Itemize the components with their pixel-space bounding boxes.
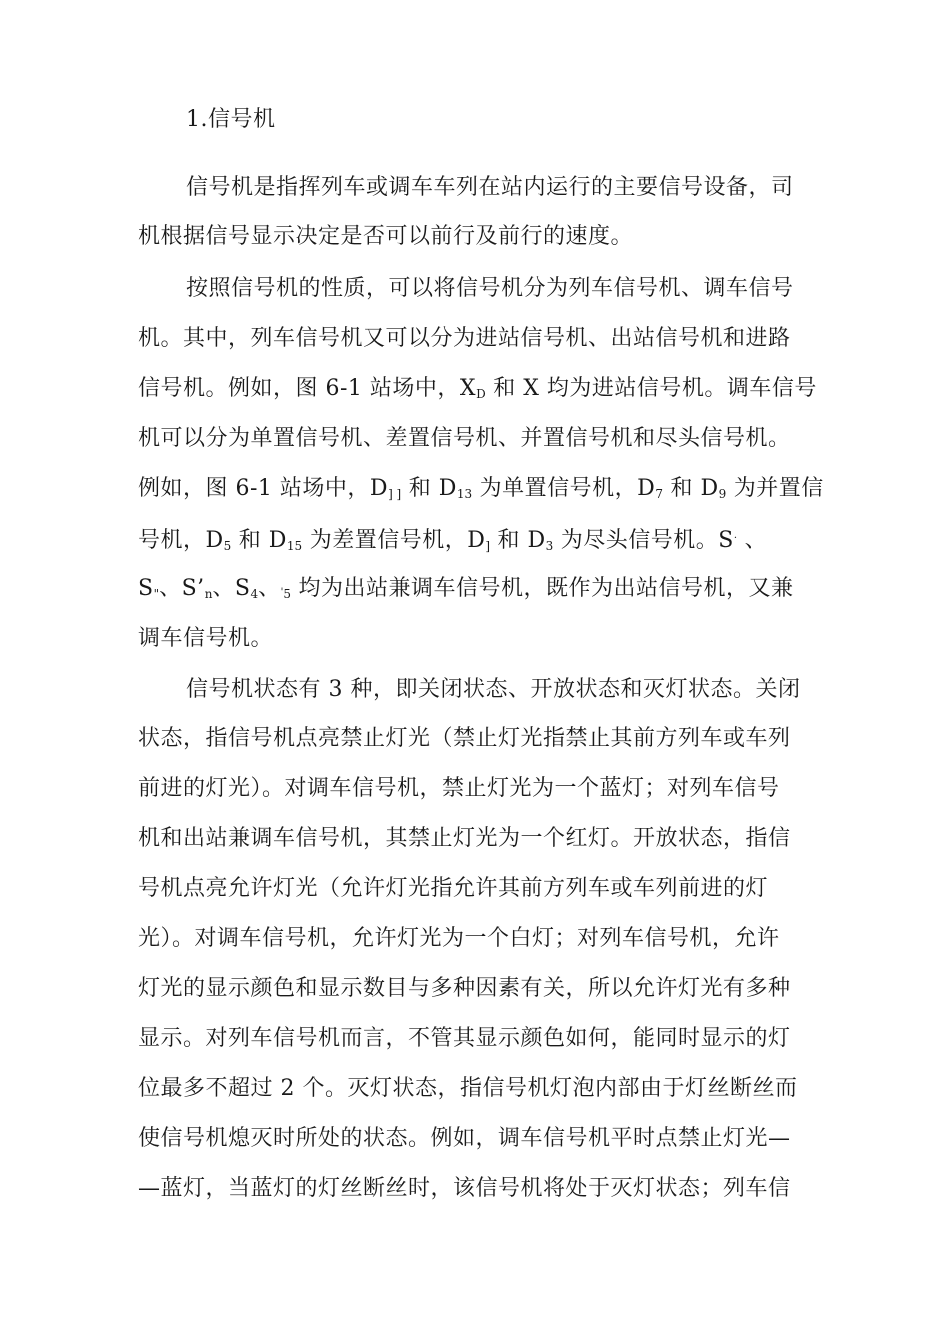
subscript: "	[153, 587, 160, 601]
text-run: 为差置信号机，D	[302, 528, 486, 553]
text-run: 和 D	[231, 528, 287, 553]
p2-line-2: 机。其中，列车信号机又可以分为进站信号机、出站信号机和进路	[138, 326, 791, 351]
p2-line-6	[138, 524, 818, 561]
subscript: ]	[485, 539, 491, 553]
p2-line-8: 调车信号机。	[138, 626, 274, 651]
subscript: D	[476, 387, 486, 401]
text-run: 和 X 均为进站信号机。调车信号	[485, 376, 817, 401]
subscript: 5	[223, 539, 232, 553]
subscript: 5	[283, 587, 292, 601]
text-run: 和 D	[662, 476, 719, 501]
text-run: 、S	[212, 576, 251, 601]
p3-line-10: 使信号机熄灭时所处的状态。例如，调车信号机平时点禁止灯光—	[138, 1126, 791, 1151]
p3-line-1: 信号机状态有 3 种，即关闭状态、开放状态和灭灯状态。关闭	[186, 677, 801, 702]
p2-line-7	[138, 574, 818, 609]
text-run: 和 D	[401, 476, 457, 501]
subscript: 15	[286, 539, 303, 553]
superscript: ·	[733, 533, 738, 544]
p3-line-11: —蓝灯，当蓝灯的灯丝断丝时，该信号机将处于灭灯状态；列车信	[138, 1176, 791, 1201]
text-run: S	[138, 576, 154, 601]
subscript: 7	[655, 487, 663, 501]
text-run: 和 D	[490, 528, 546, 553]
p2-line-3	[138, 374, 818, 409]
text-run: 、S’	[159, 576, 205, 601]
p3-line-8: 显示。对列车信号机而言，不管其显示颜色如何，能同时显示的灯	[138, 1026, 791, 1051]
text-run: 为单置信号机，D	[472, 476, 656, 501]
p3-line-4: 机和出站兼调车信号机，其禁止灯光为一个红灯。开放状态，指信	[138, 826, 791, 851]
subscript: 13	[456, 487, 473, 501]
text-run: 均为出站兼调车信号机，既作为出站信号机，又兼	[291, 576, 794, 601]
p3-line-6: 光）。对调车信号机，允许灯光为一个白灯；对列车信号机，允许	[138, 926, 780, 951]
p3-line-3: 前进的灯光）。对调车信号机，禁止灯光为一个蓝灯；对列车信号	[138, 776, 780, 801]
p3-line-7: 灯光的显示颜色和显示数目与多种因素有关，所以允许灯光有多种	[138, 976, 791, 1001]
text-run: 号机，D	[138, 528, 224, 553]
p2-line-4: 机可以分为单置信号机、差置信号机、并置信号机和尽头信号机。	[138, 426, 791, 451]
p2-line-5	[138, 474, 824, 509]
p3-line-5: 号机点亮允许灯光（允许灯光指允许其前方列车或车列前进的灯	[138, 876, 769, 901]
text-run: 为尽头信号机。S	[553, 528, 734, 553]
text-run: 为并置信	[726, 476, 824, 501]
subscript: ] ]	[388, 487, 402, 501]
subscript: 9	[718, 487, 727, 501]
p1-line-2: 机根据信号显示决定是否可以前行及前行的速度。	[138, 224, 634, 249]
subscript: 4	[250, 587, 259, 601]
text-run: 、	[258, 576, 281, 601]
text-run: 、	[737, 528, 768, 553]
text-run: 例如，图 6-1 站场中，D	[138, 476, 389, 501]
p1-line-1: 信号机是指挥列车或调车车列在站内运行的主要信号设备，司	[186, 175, 794, 200]
tiny-mark: '	[280, 587, 284, 598]
p3-line-9: 位最多不超过 2 个。灭灯状态，指信号机灯泡内部由于灯丝断丝而	[138, 1076, 798, 1101]
subscript: 3	[545, 539, 554, 553]
p2-line-1: 按照信号机的性质，可以将信号机分为列车信号机、调车信号	[186, 276, 794, 301]
text-run: 信号机。例如，图 6-1 站场中，X	[138, 376, 477, 401]
section-heading: 1.信号机	[186, 107, 276, 132]
subscript: n	[204, 587, 213, 601]
p3-line-2: 状态，指信号机点亮禁止灯光（禁止灯光指禁止其前方列车或车列	[138, 726, 791, 751]
